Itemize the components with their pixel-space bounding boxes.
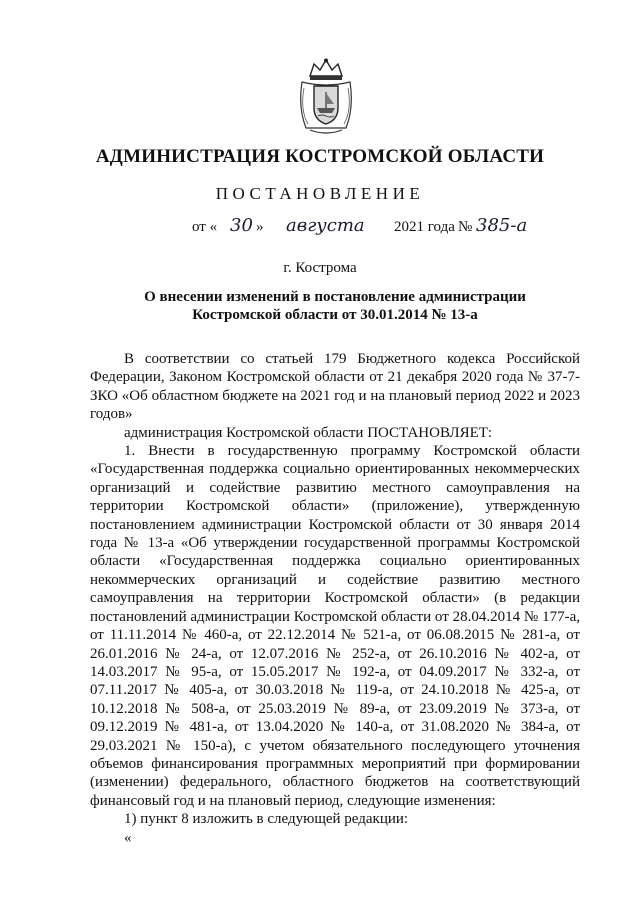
subject-line-2: Костромской области от 30.01.2014 № 13-а xyxy=(192,307,478,323)
body-paragraph-3: 1. Внести в государственную программу Костромской области «Государственная поддержка социально ориентированных некоммерческих организаций и содействие развитию местного самоуправления на территории Костромской области» (приложение), утвержденную постановлением администрации Костромской области от 30 января 2014 года № 13-а «Об утверждении государственной программы Костромской области «Государственная поддержка социально ориентированных некоммерческих организаций и содействие развитию местного самоуправления на территории Костромской области» (в редакции постановлений администрации Костромской области от 28.04.2014 № 177-а, от 11.11.2014 № 460-а, от 22.12.2014 № 521-а, от 06.08.2015 № 281-а, от 26.01.2016 № 24-а, от 12.07.2016 № 252-а, от 26.10.2016 № 402-а, от 14.03.2017 № 95-а, от 15.05.2017 № 192-а, от 04.09.2017 № 332-а, от 07.11.2017 № 405-а, от 30.03.2018 № 119-а, от 24.10.2018 № 425-а, от 10.12.2018 № 508-а, от 25.03.2019 № 89-а, от 23.09.2019 № 373-а, от 09.12.2019 № 481-а, от 13.04.2020 № 140-а, от 31.08.2020 № 384-а, от 29.03.2021 № 150-а), с учетом обязательного последующего уточнения объемов финансирования программных мероприятий при формировании (изменении) федерального, областного бюджетов на соответствующий финансовый год и на плановый период, следующие изменения: xyxy=(90,443,580,809)
date-line xyxy=(192,215,592,241)
city: г. Кострома xyxy=(283,260,357,276)
body-paragraph-1: В соответствии со статьей 179 Бюджетного кодекса Российской Федерации, Законом Костромской области от 21 декабря 2020 года № 37-7-ЗКО «Об областном бюджете на 2021 год и на плановый период 2022 и 2023 годов» xyxy=(90,351,580,423)
handwritten-number: 385-а xyxy=(476,215,528,236)
handwritten-day: 30 xyxy=(230,215,253,236)
date-prefix: от « xyxy=(192,219,218,235)
subject-line-1: О внесении изменений в постановление администрации xyxy=(144,289,526,305)
number-sign: № xyxy=(458,219,473,235)
document-body xyxy=(90,350,580,847)
date-quote-close: » xyxy=(256,219,264,235)
handwritten-month: августа xyxy=(286,215,365,236)
document-subject xyxy=(90,288,580,324)
document-type: ПОСТАНОВЛЕНИЕ xyxy=(215,184,425,203)
body-paragraph-4: 1) пункт 8 изложить в следующей редакции: xyxy=(124,811,409,828)
body-paragraph-2: администрация Костромской области ПОСТАНОВЛЯЕТ: xyxy=(124,424,493,441)
coat-of-arms-icon xyxy=(296,58,356,136)
body-paragraph-5: « xyxy=(124,829,132,846)
organization-title: АДМИНИСТРАЦИЯ КОСТРОМСКОЙ ОБЛАСТИ xyxy=(95,146,545,167)
date-year: 2021 года xyxy=(394,219,455,235)
